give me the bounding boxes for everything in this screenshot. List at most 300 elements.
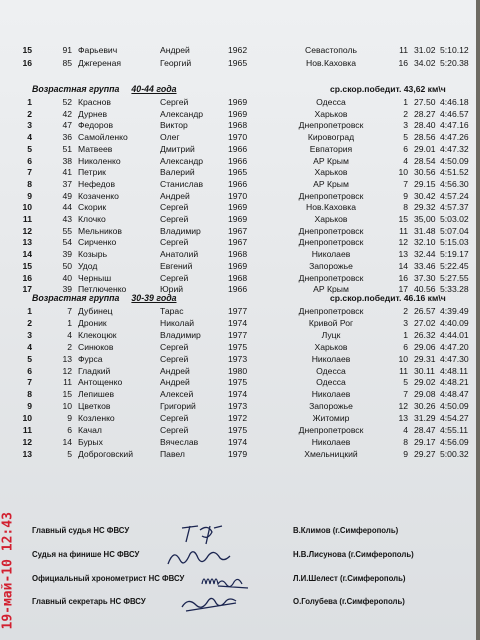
cell-time: 32.44 bbox=[414, 249, 436, 260]
cell-place: 16 bbox=[22, 272, 32, 283]
cell-cat: 2 bbox=[403, 108, 408, 119]
cell-bib: 38 bbox=[62, 155, 72, 166]
cell-bib: 43 bbox=[62, 214, 72, 224]
cell-time: 30.42 bbox=[414, 190, 436, 201]
cell-time: 29.15 bbox=[414, 178, 436, 189]
cell-speed: 4:39.49 bbox=[440, 306, 469, 316]
cell-bib: 85 bbox=[62, 57, 72, 68]
cell-year: 1974 bbox=[228, 436, 248, 447]
cell-name: Валерий bbox=[160, 167, 195, 178]
cell-cat: 13 bbox=[398, 249, 408, 260]
cell-time: 28.56 bbox=[414, 132, 436, 143]
cell-name: Андрей bbox=[160, 377, 190, 388]
cell-surname: Доброговский bbox=[78, 448, 134, 459]
cell-cat: 17 bbox=[398, 284, 408, 295]
cell-place: 13 bbox=[22, 237, 32, 248]
signature-role: Главный секретарь НС ФВСУ bbox=[32, 597, 146, 606]
cell-city: Николаев bbox=[311, 249, 351, 260]
cell-cat: 4 bbox=[403, 425, 408, 435]
cell-city: Хмельницкий bbox=[304, 448, 358, 459]
cell-year: 1967 bbox=[228, 225, 248, 236]
group-heading-30-39 bbox=[32, 293, 177, 303]
cell-place: 15 bbox=[22, 260, 32, 271]
cell-city: Харьков bbox=[314, 167, 348, 178]
cell-time: 31.29 bbox=[414, 413, 436, 424]
cell-city: Луцк bbox=[321, 329, 341, 340]
cell-cat: 11 bbox=[399, 225, 408, 236]
cell-city: Днепропетровск bbox=[298, 190, 364, 201]
cell-place: 16 bbox=[22, 57, 32, 68]
cell-cat: 11 bbox=[399, 365, 408, 376]
handwritten-signature bbox=[178, 593, 248, 617]
cell-speed: 4:50.09 bbox=[440, 401, 469, 412]
cell-bib: 39 bbox=[62, 249, 72, 260]
cell-bib: 55 bbox=[62, 225, 72, 236]
cell-bib: 15 bbox=[62, 389, 72, 400]
cell-speed: 4:47.16 bbox=[440, 120, 469, 131]
cell-bib: 2 bbox=[67, 341, 72, 352]
cell-city: Днепропетровск bbox=[298, 225, 364, 236]
cell-time: 30.26 bbox=[414, 401, 436, 412]
cell-cat: 9 bbox=[403, 448, 408, 459]
cell-surname: Петлюченко bbox=[78, 284, 127, 295]
cell-surname: Антощенко bbox=[78, 377, 123, 388]
cell-time: 40.56 bbox=[414, 284, 436, 295]
cell-place: 9 bbox=[27, 190, 32, 201]
table-row bbox=[0, 305, 476, 317]
cell-speed: 5:15.03 bbox=[440, 237, 469, 248]
table-row bbox=[0, 166, 476, 178]
cell-bib: 91 bbox=[62, 45, 72, 55]
table-row bbox=[0, 424, 476, 436]
table-row bbox=[0, 329, 476, 341]
cell-city: Днепропетровск bbox=[298, 120, 364, 131]
handwritten-signature bbox=[164, 546, 234, 570]
cell-time: 34.02 bbox=[414, 57, 436, 68]
cell-bib: 51 bbox=[62, 143, 72, 154]
cell-place: 4 bbox=[27, 341, 32, 352]
cell-place: 11 bbox=[22, 425, 32, 435]
table-row bbox=[0, 119, 476, 131]
table-row bbox=[0, 155, 476, 167]
cell-bib: 41 bbox=[62, 167, 72, 178]
cell-cat: 6 bbox=[403, 341, 408, 352]
cell-time: 27.02 bbox=[414, 317, 436, 328]
cell-speed: 4:48.47 bbox=[440, 389, 469, 400]
table-row bbox=[0, 213, 476, 225]
cell-speed: 5:20.38 bbox=[440, 57, 469, 68]
cell-year: 1969 bbox=[228, 202, 248, 213]
cell-time: 28.47 bbox=[414, 425, 436, 435]
cell-surname: Дубинец bbox=[78, 306, 113, 316]
cell-place: 10 bbox=[22, 202, 32, 213]
cell-year: 1968 bbox=[228, 249, 248, 260]
cell-year: 1975 bbox=[228, 425, 248, 435]
cell-surname: Удод bbox=[78, 260, 98, 271]
cell-surname: Черныш bbox=[78, 272, 112, 283]
cell-time: 32.10 bbox=[414, 237, 436, 248]
table-row bbox=[0, 436, 476, 448]
cell-year: 1969 bbox=[228, 108, 248, 119]
cell-bib: 37 bbox=[62, 178, 72, 189]
cell-speed: 4:47.32 bbox=[440, 143, 469, 154]
cell-surname: Козырь bbox=[78, 249, 108, 260]
group-winner-speed: ср.скор.победит. 43,62 км\ч bbox=[330, 84, 446, 94]
signature-role: Судья на финише НС ФВСУ bbox=[32, 550, 140, 559]
table-row bbox=[0, 96, 476, 108]
cell-speed: 5:27.55 bbox=[440, 272, 469, 283]
table-row bbox=[0, 353, 476, 365]
cell-surname: Матвеев bbox=[78, 143, 113, 154]
cell-city: Николаев bbox=[311, 436, 351, 447]
cell-name: Олег bbox=[160, 132, 180, 143]
cell-cat: 5 bbox=[403, 132, 408, 143]
cell-name: Станислав bbox=[160, 178, 204, 189]
cell-cat: 16 bbox=[398, 57, 408, 68]
cell-cat: 15 bbox=[398, 214, 408, 224]
cell-surname: Дурнев bbox=[78, 108, 108, 119]
cell-city: Днепропетровск bbox=[298, 306, 364, 316]
cell-speed: 4:57.24 bbox=[440, 190, 469, 201]
cell-name: Дмитрий bbox=[160, 143, 195, 154]
cell-speed: 4:48.11 bbox=[440, 365, 469, 376]
cell-name: Александр bbox=[160, 155, 203, 166]
cell-place: 15 bbox=[22, 45, 32, 55]
group-heading-40-44 bbox=[32, 84, 177, 94]
cell-name: Сергей bbox=[160, 237, 189, 248]
cell-bib: 39 bbox=[62, 284, 72, 295]
cell-cat: 12 bbox=[398, 237, 408, 248]
cell-bib: 36 bbox=[62, 132, 72, 143]
cell-name: Сергей bbox=[160, 214, 189, 224]
cell-name: Андрей bbox=[160, 45, 190, 55]
table-row bbox=[0, 57, 476, 69]
cell-cat: 2 bbox=[403, 306, 408, 316]
cell-speed: 4:47.20 bbox=[440, 341, 469, 352]
cell-surname: Фарьевич bbox=[78, 45, 118, 55]
cell-surname: Мельников bbox=[78, 225, 122, 236]
cell-time: 33.46 bbox=[414, 260, 436, 271]
cell-year: 1973 bbox=[228, 401, 248, 412]
cell-speed: 4:47.26 bbox=[440, 132, 469, 143]
group-title: Возрастная группа bbox=[32, 84, 120, 94]
cell-name: Александр bbox=[160, 108, 203, 119]
table-row bbox=[0, 365, 476, 377]
cell-surname: Самойленко bbox=[78, 132, 128, 143]
cell-time: 31.02 bbox=[414, 45, 436, 55]
cell-speed: 4:51.52 bbox=[440, 167, 469, 178]
cell-city: Харьков bbox=[314, 214, 348, 224]
cell-name: Георгий bbox=[160, 57, 192, 68]
table-row bbox=[0, 201, 476, 213]
cell-year: 1968 bbox=[228, 272, 248, 283]
table-row bbox=[0, 108, 476, 120]
cell-name: Павел bbox=[160, 448, 185, 459]
cell-place: 8 bbox=[27, 178, 32, 189]
cell-speed: 4:50.09 bbox=[440, 155, 469, 166]
cell-place: 3 bbox=[27, 329, 32, 340]
cell-bib: 10 bbox=[62, 401, 72, 412]
cell-year: 1977 bbox=[228, 306, 248, 316]
cell-speed: 4:55.11 bbox=[440, 425, 469, 435]
cell-city: Нов.Каховка bbox=[306, 202, 356, 213]
cell-bib: 1 bbox=[67, 317, 72, 328]
cell-bib: 4 bbox=[67, 329, 72, 340]
cell-time: 28.54 bbox=[414, 155, 436, 166]
cell-time: 27.50 bbox=[414, 97, 436, 107]
table-row bbox=[0, 412, 476, 424]
cell-place: 9 bbox=[27, 401, 32, 412]
cell-year: 1974 bbox=[228, 317, 248, 328]
cell-place: 11 bbox=[22, 214, 32, 224]
cell-name: Виктор bbox=[160, 120, 188, 131]
cell-surname: Петрик bbox=[78, 167, 106, 178]
cell-name: Тарас bbox=[160, 306, 184, 316]
cell-speed: 5:33.28 bbox=[440, 284, 469, 295]
cell-time: 29.01 bbox=[414, 143, 436, 154]
cell-time: 30.11 bbox=[414, 365, 435, 376]
cell-time: 30.56 bbox=[414, 167, 436, 178]
cell-cat: 16 bbox=[398, 272, 408, 283]
cell-surname: Николенко bbox=[78, 155, 121, 166]
cell-speed: 4:40.09 bbox=[440, 317, 469, 328]
cell-year: 1966 bbox=[228, 143, 248, 154]
cell-year: 1972 bbox=[228, 413, 248, 424]
date-stamp bbox=[0, 492, 18, 640]
cell-time: 29.27 bbox=[414, 448, 436, 459]
cell-surname: Цветков bbox=[78, 401, 111, 412]
cell-name: Вячеслав bbox=[160, 436, 199, 447]
cell-cat: 7 bbox=[403, 178, 408, 189]
group-age: 40-44 года bbox=[131, 84, 177, 94]
cell-cat: 8 bbox=[403, 202, 408, 213]
cell-surname: Синюков bbox=[78, 341, 114, 352]
cell-time: 26.57 bbox=[414, 306, 436, 316]
cell-city: Одесса bbox=[316, 365, 346, 376]
cell-place: 2 bbox=[27, 317, 32, 328]
cell-name: Юрий bbox=[160, 284, 184, 295]
cell-speed: 4:48.21 bbox=[440, 377, 469, 388]
cell-speed: 4:47.30 bbox=[440, 353, 469, 364]
cell-year: 1974 bbox=[228, 389, 248, 400]
cell-city: Днепропетровск bbox=[298, 272, 364, 283]
cell-year: 1969 bbox=[228, 260, 248, 271]
cell-bib: 44 bbox=[62, 202, 72, 213]
cell-bib: 7 bbox=[67, 306, 72, 316]
cell-bib: 5 bbox=[67, 448, 72, 459]
group-age: 30-39 года bbox=[131, 293, 177, 303]
cell-surname: Краснов bbox=[78, 97, 111, 107]
cell-city: Харьков bbox=[314, 341, 348, 352]
cell-bib: 50 bbox=[62, 260, 72, 271]
cell-cat: 14 bbox=[398, 260, 408, 271]
cell-city: Харьков bbox=[314, 108, 348, 119]
cell-time: 29.02 bbox=[414, 377, 436, 388]
cell-name: Сергей bbox=[160, 353, 189, 364]
cell-city: Запорожье bbox=[309, 260, 353, 271]
cell-year: 1979 bbox=[228, 448, 248, 459]
cell-name: Евгений bbox=[160, 260, 193, 271]
cell-year: 1970 bbox=[228, 132, 248, 143]
cell-place: 1 bbox=[27, 97, 32, 107]
cell-speed: 5:03.02 bbox=[440, 214, 469, 224]
cell-name: Анатолий bbox=[160, 249, 199, 260]
cell-speed: 5:07.04 bbox=[440, 225, 469, 236]
cell-place: 17 bbox=[22, 284, 32, 295]
cell-place: 12 bbox=[22, 225, 32, 236]
cell-time: 35,00 bbox=[414, 214, 436, 224]
cell-bib: 52 bbox=[62, 97, 72, 107]
cell-speed: 4:57.37 bbox=[440, 202, 469, 213]
signature-row-secretary bbox=[0, 593, 476, 613]
cell-year: 1969 bbox=[228, 97, 248, 107]
signature-row-chief-judge bbox=[0, 522, 476, 542]
cell-city: Нов.Каховка bbox=[306, 57, 356, 68]
cell-place: 10 bbox=[22, 413, 32, 424]
cell-name: Сергей bbox=[160, 272, 189, 283]
cell-year: 1977 bbox=[228, 329, 248, 340]
cell-name: Сергей bbox=[160, 202, 189, 213]
cell-cat: 13 bbox=[398, 413, 408, 424]
cell-name: Григорий bbox=[160, 401, 196, 412]
cell-city: Николаев bbox=[311, 353, 351, 364]
table-row bbox=[0, 143, 476, 155]
cell-place: 8 bbox=[27, 389, 32, 400]
table-row bbox=[0, 178, 476, 190]
cell-speed: 4:56.30 bbox=[440, 178, 469, 189]
cell-speed: 4:46.57 bbox=[440, 108, 469, 119]
table-row bbox=[0, 44, 476, 56]
cell-year: 1966 bbox=[228, 155, 248, 166]
cell-bib: 40 bbox=[62, 272, 72, 283]
cell-name: Андрей bbox=[160, 365, 190, 376]
cell-cat: 10 bbox=[398, 167, 408, 178]
cell-place: 14 bbox=[22, 249, 32, 260]
cell-place: 5 bbox=[27, 353, 32, 364]
cell-place: 7 bbox=[27, 377, 32, 388]
cell-name: Сергей bbox=[160, 97, 189, 107]
cell-cat: 9 bbox=[403, 190, 408, 201]
cell-place: 1 bbox=[27, 306, 32, 316]
cell-cat: 4 bbox=[403, 155, 408, 166]
cell-cat: 12 bbox=[398, 401, 408, 412]
cell-city: Кривой Рог bbox=[308, 317, 354, 328]
group-title: Возрастная группа bbox=[32, 293, 120, 303]
cell-city: АР Крым bbox=[313, 178, 349, 189]
cell-name: Сергей bbox=[160, 413, 189, 424]
cell-year: 1975 bbox=[228, 341, 248, 352]
cell-surname: Фурса bbox=[78, 353, 103, 364]
cell-cat: 7 bbox=[403, 389, 408, 400]
cell-year: 1968 bbox=[228, 120, 248, 131]
table-row bbox=[0, 131, 476, 143]
cell-year: 1980 bbox=[228, 365, 248, 376]
cell-city: Житомир bbox=[312, 413, 350, 424]
signature-name: Л.И.Шелест (г.Симферополь) bbox=[293, 574, 406, 583]
cell-bib: 9 bbox=[67, 413, 72, 424]
cell-bib: 6 bbox=[67, 425, 72, 435]
cell-time: 26.32 bbox=[414, 329, 436, 340]
cell-year: 1965 bbox=[228, 167, 248, 178]
cell-speed: 4:44.01 bbox=[440, 329, 469, 340]
cell-bib: 12 bbox=[62, 365, 72, 376]
cell-city: Севастополь bbox=[305, 45, 357, 55]
cell-cat: 6 bbox=[403, 143, 408, 154]
cell-bib: 11 bbox=[63, 377, 72, 388]
cell-time: 28.27 bbox=[414, 108, 436, 119]
cell-surname: Дроник bbox=[78, 317, 107, 328]
cell-city: Одесса bbox=[316, 377, 346, 388]
cell-name: Владимир bbox=[160, 225, 201, 236]
cell-city: Николаев bbox=[311, 389, 351, 400]
cell-year: 1966 bbox=[228, 284, 248, 295]
cell-speed: 4:56.09 bbox=[440, 436, 469, 447]
table-row bbox=[0, 248, 476, 260]
cell-city: Кировоград bbox=[307, 132, 355, 143]
cell-name: Алексей bbox=[160, 389, 194, 400]
group-winner-speed: ср.скор.победит. 46.16 км\ч bbox=[330, 293, 446, 303]
cell-bib: 42 bbox=[62, 108, 72, 119]
cell-year: 1969 bbox=[228, 214, 248, 224]
cell-bib: 13 bbox=[62, 353, 72, 364]
cell-time: 29.31 bbox=[414, 353, 436, 364]
cell-cat: 5 bbox=[403, 377, 408, 388]
cell-place: 6 bbox=[27, 155, 32, 166]
cell-city: АР Крым bbox=[313, 284, 349, 295]
table-row bbox=[0, 260, 476, 272]
cell-place: 12 bbox=[22, 436, 32, 447]
cell-cat: 3 bbox=[403, 120, 408, 131]
cell-bib: 49 bbox=[62, 190, 72, 201]
table-row bbox=[0, 341, 476, 353]
cell-city: Днепропетровск bbox=[298, 425, 364, 435]
cell-bib: 14 bbox=[62, 436, 72, 447]
handwritten-signature bbox=[176, 522, 236, 546]
cell-year: 1962 bbox=[228, 45, 248, 55]
cell-place: 3 bbox=[27, 120, 32, 131]
cell-speed: 5:10.12 bbox=[440, 45, 469, 55]
cell-surname: Козаченко bbox=[78, 190, 119, 201]
table-row bbox=[0, 388, 476, 400]
handwritten-signature bbox=[198, 570, 258, 592]
signature-role: Главный судья НС ФВСУ bbox=[32, 526, 130, 535]
table-row bbox=[0, 190, 476, 202]
cell-surname: Качал bbox=[78, 425, 102, 435]
signature-row-finish-judge bbox=[0, 546, 476, 566]
cell-surname: Лепишев bbox=[78, 389, 115, 400]
cell-speed: 5:22.45 bbox=[440, 260, 469, 271]
signature-name: В.Климов (г.Симферополь) bbox=[293, 526, 399, 535]
table-row bbox=[0, 236, 476, 248]
cell-surname: Клочко bbox=[78, 214, 106, 224]
cell-name: Сергей bbox=[160, 341, 189, 352]
cell-time: 37.30 bbox=[414, 272, 436, 283]
table-row bbox=[0, 400, 476, 412]
cell-place: 7 bbox=[27, 167, 32, 178]
cell-time: 28.40 bbox=[414, 120, 436, 131]
table-row bbox=[0, 225, 476, 237]
cell-year: 1966 bbox=[228, 178, 248, 189]
cell-surname: Гладкий bbox=[78, 365, 111, 376]
cell-year: 1975 bbox=[228, 377, 248, 388]
cell-speed: 4:54.27 bbox=[440, 413, 469, 424]
table-row bbox=[0, 272, 476, 284]
cell-bib: 47 bbox=[62, 120, 72, 131]
cell-cat: 11 bbox=[399, 45, 408, 55]
cell-name: Владимир bbox=[160, 329, 201, 340]
cell-surname: Джгереная bbox=[78, 57, 122, 68]
signature-name: Н.В.Лисунова (г.Симферополь) bbox=[293, 550, 414, 559]
